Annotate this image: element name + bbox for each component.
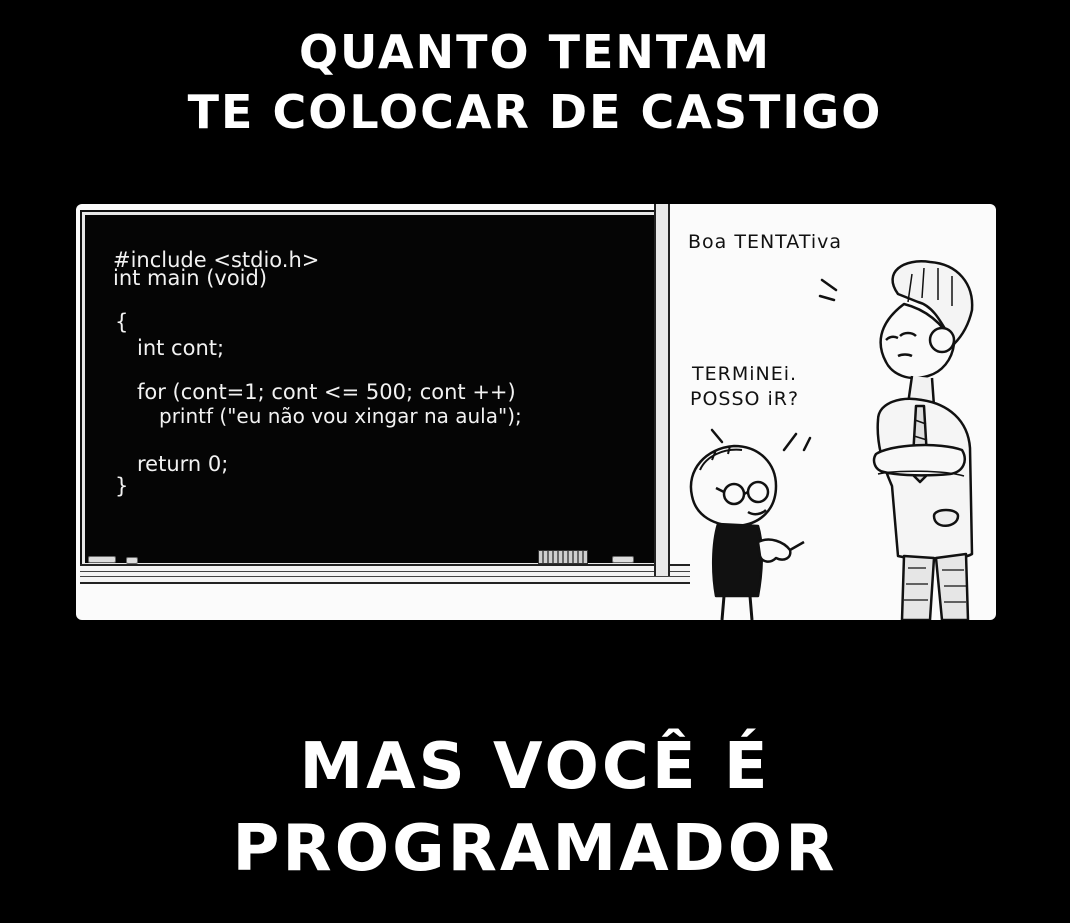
blackboard-frame-edge [654, 204, 670, 576]
code-line-main: int main (void) [113, 266, 268, 290]
kid-speech [690, 362, 799, 412]
bottom-caption [0, 726, 1070, 890]
code-line-for: for (cont=1; cont <= 500; cont ++) [137, 380, 516, 404]
code-line-declare: int cont; [137, 336, 225, 360]
top-caption [0, 22, 1070, 142]
top-caption-line-1: QUANTO TENTAM [298, 25, 772, 79]
code-line-include: #include <stdio.h> [113, 248, 320, 272]
chalk-piece [126, 557, 138, 564]
chalk-piece [612, 556, 634, 563]
top-caption-line-2: TE COLOCAR DE CASTIGO [187, 85, 883, 139]
kid-speech-line-2: POSSO iR? [690, 388, 800, 410]
eraser [538, 550, 588, 564]
teacher-figure [874, 261, 972, 620]
code-line-printf: printf ("eu não vou xingar na aula"); [159, 404, 522, 428]
bottom-caption-line-1: MAS VOCÊ É [299, 730, 771, 804]
code-line-return: return 0; [137, 452, 229, 476]
chalk-piece [88, 556, 116, 563]
cartoon-characters [672, 224, 996, 620]
kid-figure [691, 446, 804, 620]
teacher-speech: Boa TENTATiva [688, 231, 843, 253]
blackboard [82, 212, 660, 566]
code-line-open-brace: { [115, 310, 129, 334]
chalk-tray [80, 564, 690, 584]
kid-speech-line-1: TERMiNEi. [692, 363, 798, 385]
comic-panel [76, 204, 996, 620]
bottom-caption-line-2: PROGRAMADOR [232, 812, 838, 886]
code-line-close-brace: } [115, 474, 129, 498]
